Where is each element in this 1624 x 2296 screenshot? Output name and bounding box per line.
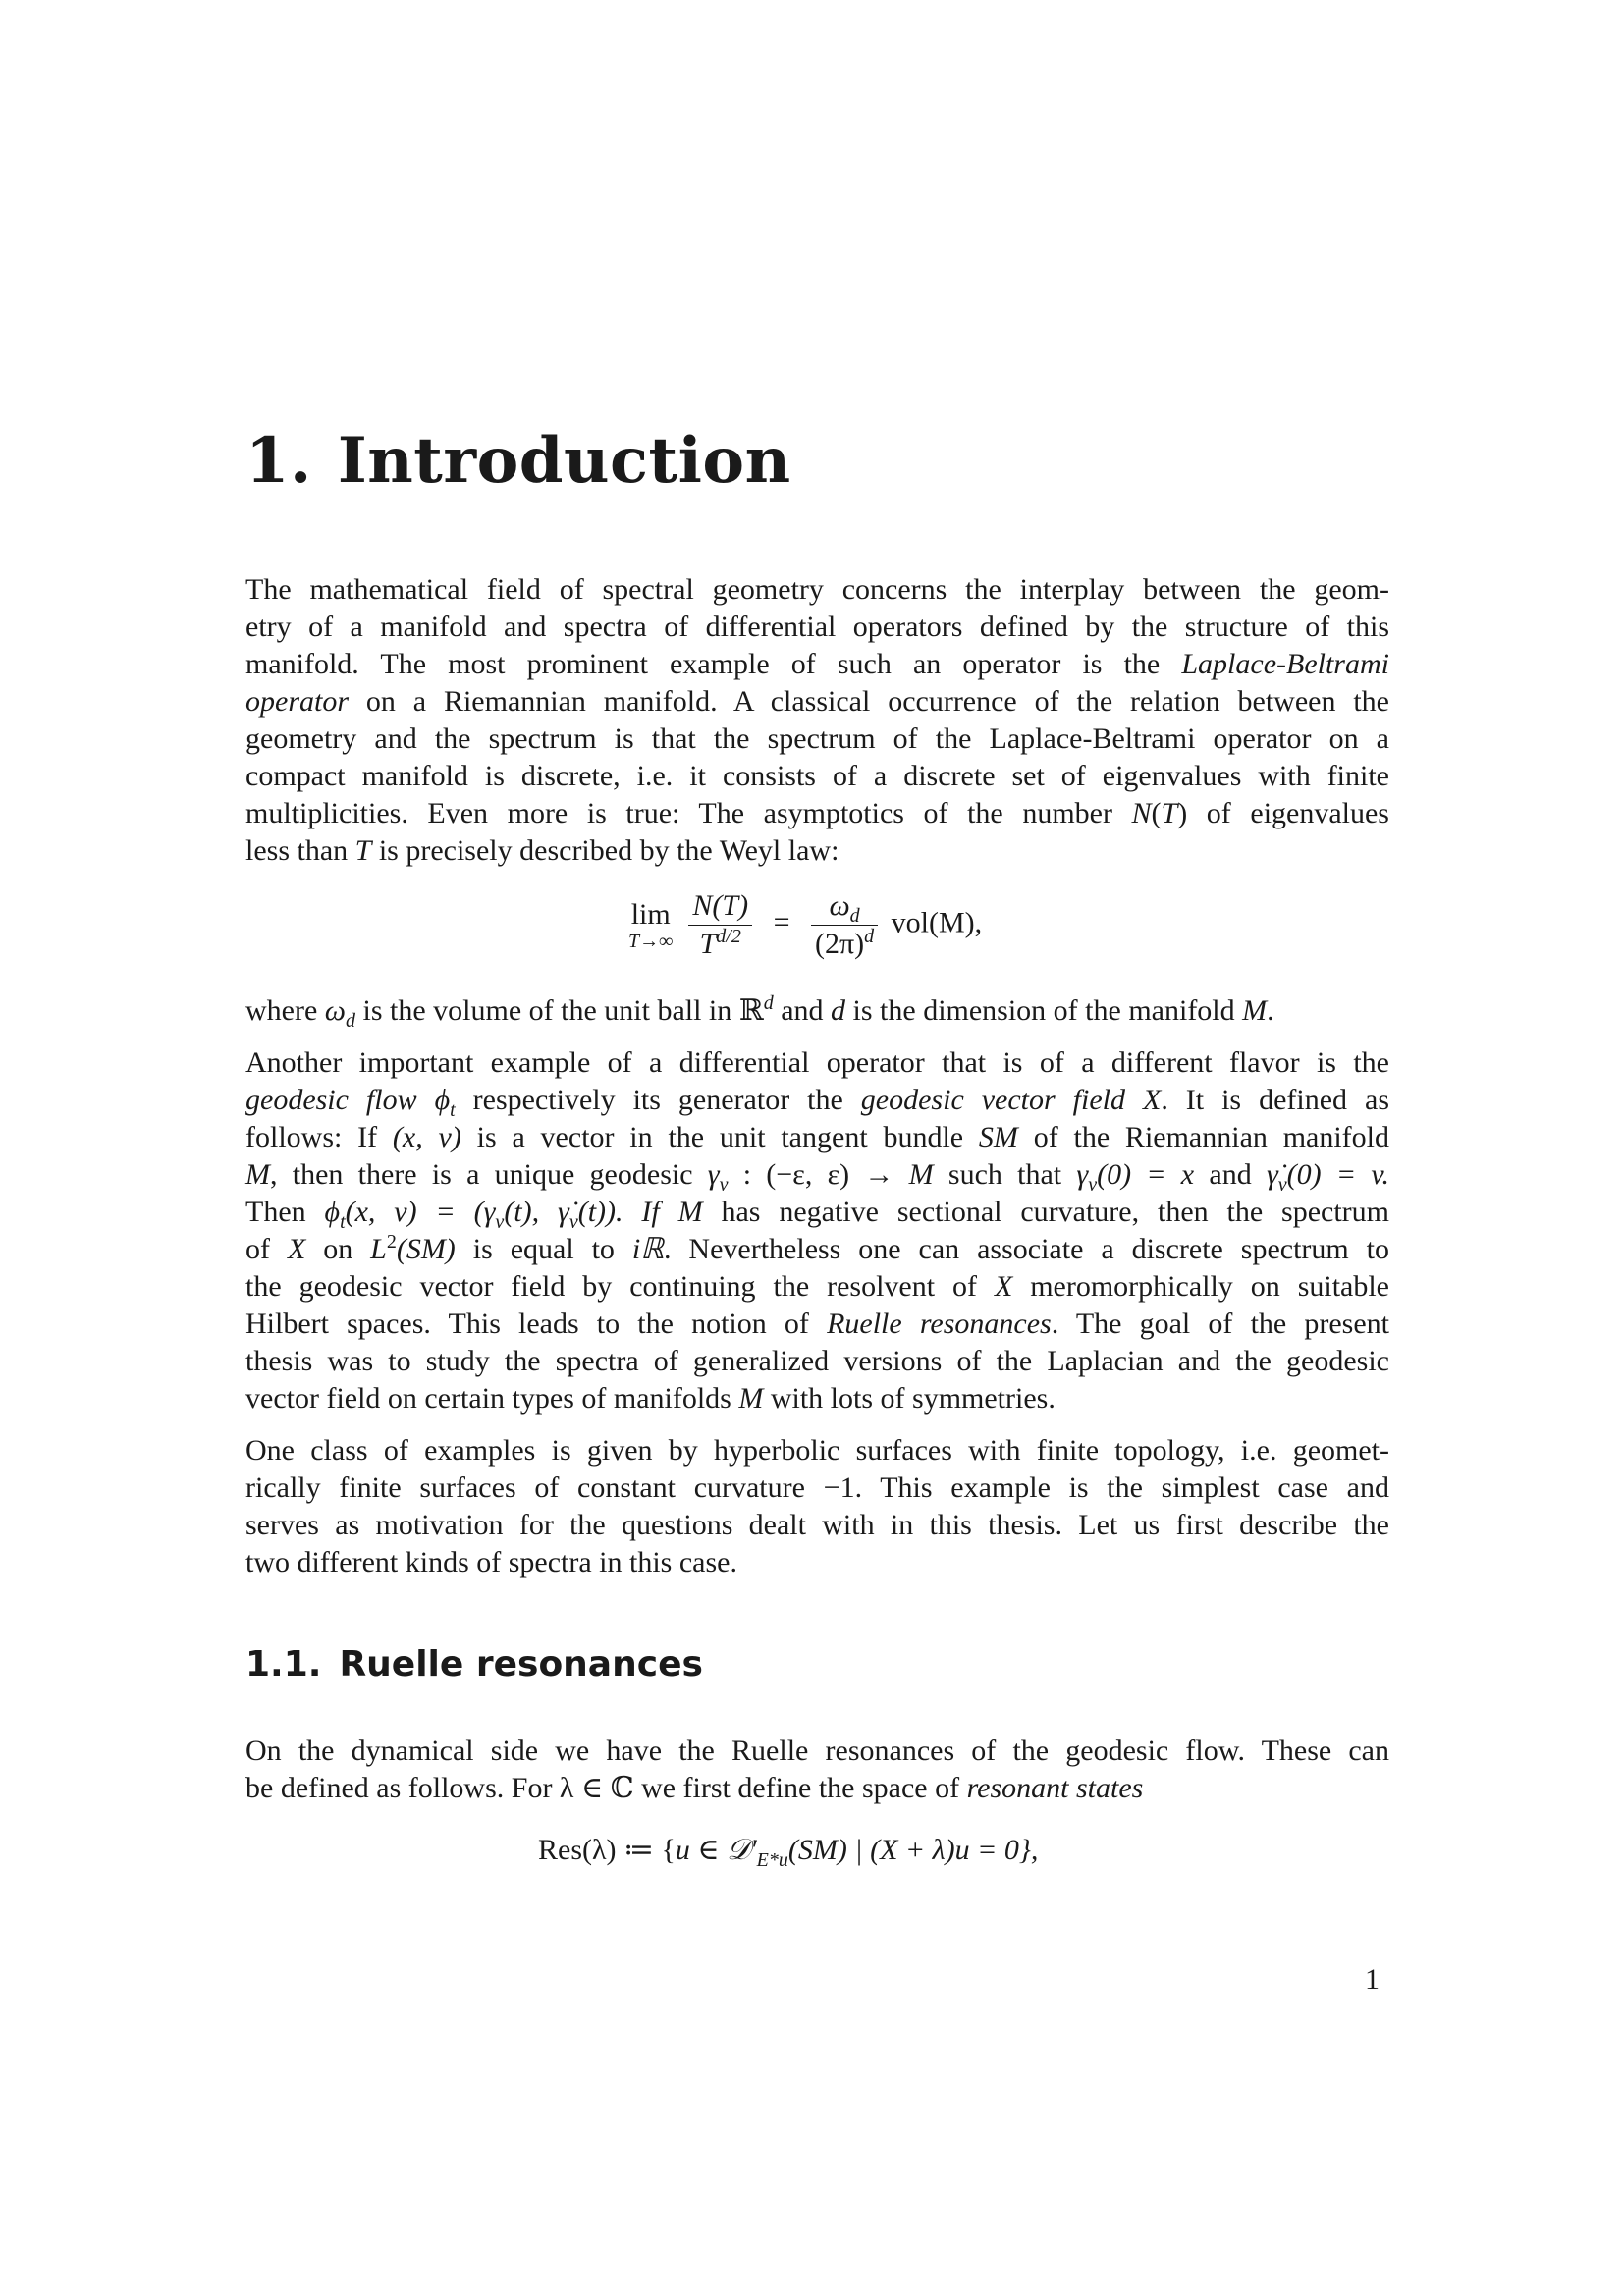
text-line: The mathematical field of spectral geometry concerns the interplay between the geom- [245, 573, 1389, 606]
text-line: two different kinds of spectra in this case. [245, 1546, 737, 1578]
text-line: vector field on certain types of manifolds M with lots of symmetries. [245, 1382, 1056, 1415]
weyl-law-equation: lim T→∞ $\frac{N(T)}{T^{d/2}}$ = $\frac{\omega_d}{(2\pi)^d}$ vol(M), [628, 889, 983, 960]
text-line: follows: If (x, v) is a vector in the unit tangent bundle SM of the Riemannian manifold [245, 1121, 1390, 1153]
limit-operator: lim T→∞ [628, 897, 674, 952]
paragraph-weyl-explanation [245, 992, 1389, 1030]
page-number: 1 [1365, 1963, 1380, 1996]
text-line: of X on $L^2(SM)$ is equal to iℝ. Nevertheless one can associate a discrete spectrum to [245, 1231, 1390, 1265]
chapter-title: Introduction [337, 424, 791, 498]
fraction-left: $\frac{N(T)}{T^{d/2}}$ [688, 891, 752, 959]
text-line: multiplicities. Even more is true: The asymptotics of the number N(T) of eigenvalues [245, 797, 1389, 829]
fraction-right: $\frac{\omega_d}{(2\pi)^d}$ [811, 891, 878, 959]
text-line: where $\omega_d$ is the volume of the unit ball in ℝ$^d$ and d is the dimension of the manifold M. [245, 992, 1274, 1032]
text-line: On the dynamical side we have the Ruelle resonances of the geodesic flow. These can [245, 1735, 1389, 1767]
text-line: geometry and the spectrum is that the spectrum of the Laplace-Beltrami operator on a [245, 722, 1389, 755]
text-line: rically finite surfaces of constant curvature −1. This example is the simplest case and [245, 1471, 1389, 1504]
text-line: manifold. The most prominent example of such an operator is the Laplace-Beltrami [245, 648, 1389, 680]
text-line: geodesic flow $\phi_t$ respectively its generator the geodesic vector field X. It is defined as [245, 1084, 1390, 1121]
text-line: Then $\phi_t(x$, $v) = (\gamma_v(t)$, $\gammȧ_v(t)$). If M has negative sectional curvature, then the spectrum [245, 1196, 1390, 1233]
text-line: Hilbert spaces. This leads to the notion of Ruelle resonances. The goal of the present [245, 1308, 1389, 1340]
chapter-number: 1. [245, 424, 312, 498]
text-line: M, then there is a unique geodesic $\gamma_v$ : (−ε, ε) → M such that $\gamma_v(0) = x$ and $\gammȧ_v(0) = v$. [245, 1158, 1389, 1196]
paragraph-hyperbolic-surfaces [245, 1432, 1389, 1581]
text-line: the geodesic vector field by continuing the resolvent of X meromorphically on suitable [245, 1270, 1389, 1303]
text-line: be defined as follows. For λ ∈ ℂ we first define the space of resonant states [245, 1772, 1144, 1804]
text-line: less than T is precisely described by the Weyl law: [245, 834, 839, 867]
text-line: serves as motivation for the questions dealt with in this thesis. Let us first describe the [245, 1509, 1389, 1541]
section-number: 1.1. [245, 1644, 322, 1684]
text-line: compact manifold is discrete, i.e. it consists of a discrete set of eigenvalues with finite [245, 760, 1389, 792]
section-heading [245, 1644, 703, 1684]
text-line: thesis was to study the spectra of generalized versions of the Laplacian and the geodesic [245, 1345, 1389, 1377]
resonant-states-equation: Res(λ) ≔ {u ∈ $𝒟'_{E*u}(SM)$ | (X + λ)u = 0}, [538, 1834, 1039, 1871]
paragraph-intro [245, 571, 1389, 870]
section-title: Ruelle resonances [339, 1644, 703, 1684]
text-line: etry of a manifold and spectra of differential operators defined by the structure of this [245, 611, 1389, 643]
term-laplace-beltrami: Laplace-Beltrami [1181, 648, 1389, 680]
text-line: One class of examples is given by hyperbolic surfaces with finite topology, i.e. geomet- [245, 1434, 1389, 1467]
paragraph-ruelle [245, 1733, 1389, 1807]
text-line: Another important example of a differential operator that is of a different flavor is the [245, 1046, 1389, 1079]
chapter-heading [245, 424, 791, 498]
text-line: operator on a Riemannian manifold. A classical occurrence of the relation between the [245, 685, 1389, 718]
paragraph-geodesic-flow [245, 1044, 1389, 1417]
